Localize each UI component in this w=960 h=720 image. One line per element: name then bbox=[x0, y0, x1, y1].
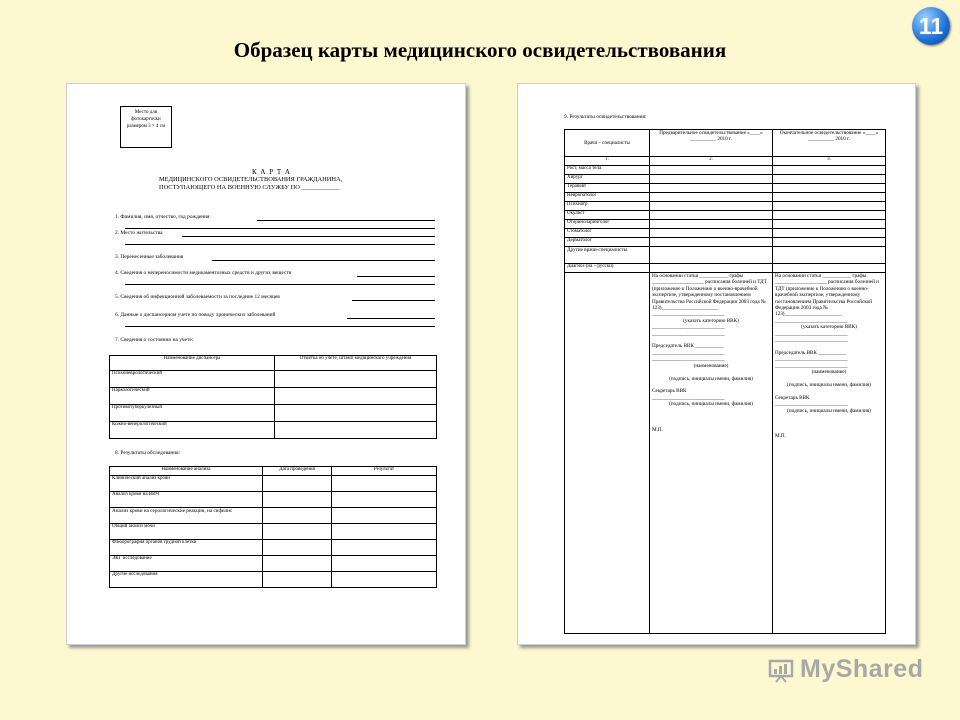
table-row: Окулист bbox=[565, 211, 650, 220]
form-heading: К А Р Т А bbox=[252, 168, 291, 176]
dispensary-table bbox=[109, 355, 437, 439]
table-row: Терапевт bbox=[565, 184, 650, 193]
table-row: Рост, масса тела bbox=[565, 166, 650, 175]
table-row: Флюорография органов грудной клетки bbox=[110, 540, 263, 556]
form-item-9: 9. Результаты освидетельствования: bbox=[564, 114, 647, 120]
table-row: Оториноларинголог bbox=[565, 220, 650, 229]
form-item-5: 5. Сведения об инфекционной заболеваемости за последние 12 месяцев bbox=[115, 294, 280, 300]
table-row: Психиатр bbox=[565, 202, 650, 211]
table-row: ЭКГ исследование bbox=[110, 556, 263, 572]
table-header: Наименование диспансера bbox=[110, 356, 275, 371]
form-item-7: 7. Сведения о состоянии на учете: bbox=[115, 337, 194, 343]
slide-number-badge: 11 bbox=[912, 7, 950, 45]
column-number: 1. bbox=[565, 157, 650, 166]
table-header: Предварительное освидетельствование «____» __________ 2010 г. bbox=[650, 130, 773, 157]
table-header: Окончательное освидетельствование «____» __________ 2010 г. bbox=[773, 130, 886, 157]
table-row: Диагноз (на – русски) bbox=[565, 264, 650, 273]
watermark-logo: MyShared bbox=[800, 655, 924, 683]
table-row: Общий анализ мочи bbox=[110, 524, 263, 540]
conclusion-preliminary: На основании статьи ___________ графы ____________________ расписания болезней и ТДТ (приложение к Положению о военно-врачебной экспертизе, утвержденному постановлением Правительства Российской Федерации 2003 года № 123)______________________ ____________________________ (указать категорию ВВК) ____________________________ ____________________________ Председатель ВВК ___________ ____________________________ ____________________________ (наименование) (подпись, инициалы имени, фамилия) Секретарь ВВК ____________________________ (подпись, инициалы имени, фамилия) М.П. bbox=[650, 273, 773, 634]
form-page-right bbox=[517, 83, 916, 645]
conclusion-final: На основании статьи ___________ графы ____________________ расписания болезней и ТДТ (приложение к Положению о военно-врачебной экспертизе, утвержденному постановлением Правительства Российской Федерации 2003 года № 123)______________________ ____________________________ (указать категорию ВВК) ____________________________ ____________________________ Председатель ВВК ___________ ____________________________ ____________________________ (наименование) (подпись, инициалы имени, фамилия) Секретарь ВВК ____________________________ (подпись, инициалы имени, фамилия) М.П. bbox=[773, 273, 886, 634]
table-row: Невропатолог bbox=[565, 193, 650, 202]
analysis-table bbox=[109, 466, 437, 588]
table-row: Анализ крови на серологические реакции, на сифилис bbox=[110, 508, 263, 524]
table-row: Наркологический bbox=[110, 388, 275, 405]
table-row: Клинический анализ крови bbox=[110, 476, 263, 492]
table-row: Другие врачи-специалисты bbox=[565, 247, 650, 264]
form-item-3: 3. Перенесенные заболевания bbox=[115, 254, 184, 260]
table-row: Дерматолог bbox=[565, 238, 650, 247]
form-page-left bbox=[66, 83, 466, 645]
table-row: Кожно-венерологический bbox=[110, 422, 275, 439]
table-header: Врачи – специалисты bbox=[565, 130, 650, 157]
table-row: Анализ крови на ВИЧ bbox=[110, 492, 263, 508]
table-row: Другие исследования bbox=[110, 572, 263, 588]
form-heading-line-3: ПОСТУПАЮЩЕГО НА ВОЕННУЮ СЛУЖБУ ПО ____________ bbox=[159, 184, 340, 191]
column-number: 2. bbox=[650, 157, 773, 166]
form-item-2: 2. Место жительства bbox=[115, 230, 163, 236]
table-row: Противотуберкулезный bbox=[110, 405, 275, 422]
table-header: Результат bbox=[332, 467, 437, 476]
form-item-6: 6. Данные о диспансерном учете по поводу хронических заболеваний bbox=[115, 312, 276, 318]
form-heading-line-2: МЕДИЦИНСКОГО ОСВИДЕТЕЛЬСТВОВАНИЯ ГРАЖДАНИНА, bbox=[159, 176, 343, 183]
photo-placeholder: Место для фотокарточки размером 3 × 4 см bbox=[120, 106, 172, 148]
form-item-8: 8. Результаты обследования: bbox=[115, 450, 181, 456]
table-row: Стоматолог bbox=[565, 229, 650, 238]
results-table bbox=[564, 129, 886, 634]
presentation-board-icon bbox=[768, 659, 794, 683]
form-item-1: 1. Фамилия, имя, отчество, год рождения bbox=[115, 214, 210, 220]
table-row: Хирург bbox=[565, 175, 650, 184]
table-row: Психоневрологический bbox=[110, 371, 275, 388]
table-header: Дата проведения bbox=[263, 467, 332, 476]
column-number: 3. bbox=[773, 157, 886, 166]
form-item-4: 4. Сведения о непереносимости медикаментозных средств и других веществ bbox=[115, 270, 292, 276]
slide-title: Образец карты медицинского освидетельствования bbox=[233, 38, 727, 62]
table-header: Наименование анализа bbox=[110, 467, 263, 476]
table-header: Отметка об учете, штамп медицинского учреждения bbox=[275, 356, 437, 371]
